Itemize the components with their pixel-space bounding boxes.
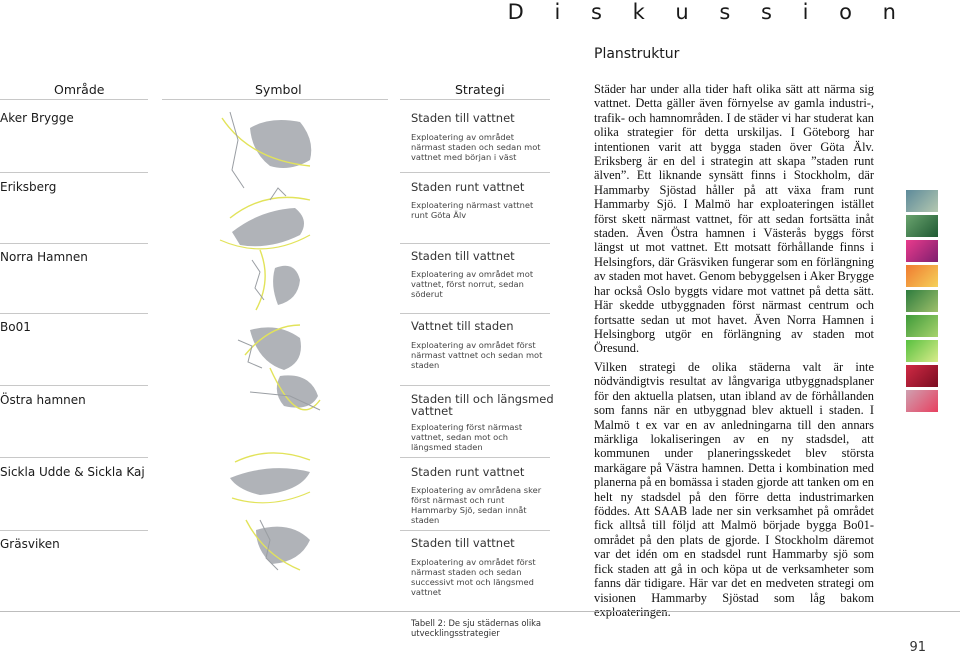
symbol-ostra-hamnen-icon: [250, 368, 320, 410]
row-divider: [400, 457, 550, 458]
row-divider: [400, 172, 550, 173]
strategy-title: Staden till vattnet: [411, 111, 515, 125]
row-divider: [0, 172, 148, 173]
row-divider: [0, 530, 148, 531]
photo-thumbnail: [906, 315, 938, 337]
strategy-description: Exploatering närmast vattnet runt Göta Älv: [411, 200, 534, 220]
body-paragraph-1: Städer har under alla tider haft olika sätt att närma sig vattnet. Detta gäller även förnyelse av gamla industri-, trafik- och hamnområden. I de städer vi har studerat kan olika strategier för detta urskiljas. I Göteborg har intentionen varit att bygga staden över Göta Älv. Eriksberg är en del i strategin att skapa ”staden runt älven”. Ett liknande synsätt finns i Stockholm, där Hammarby Sjöstad håller på att växa fram runt Hammarby Sjö. I Malmö har exploateringen istället först skett närmast vattnet, för att sedan fortsätta inåt staden. Även Östra hamnen i Västerås byggs först längst ut mot vattnet. Ett motsatt förhållande finns i Helsingfors, där Gräsviken fungerar som en förlängning av staden mot havet. Genom bebyggelsen i Aker Brygge har också Oslo byggts vidare mot vattnet på detta sätt. Här skedde utbyggnaden först närmast centrum och fortsatte sedan ut mot havet. Även Norra Hamnen i Helsingborg utgör en förlängning av staden mot Öresund.: [594, 82, 874, 356]
area-label: Bo01: [0, 320, 31, 334]
table-caption: Tabell 2: De sju städernas olika utvecklingsstrategier: [411, 618, 542, 638]
strategy-symbols: [160, 100, 400, 610]
photo-thumbnail: [906, 290, 938, 312]
row-divider: [400, 530, 550, 531]
header-rule-area: [0, 99, 148, 100]
symbol-bo01-icon: [238, 325, 301, 370]
strategy-description: Exploatering av området först närmast staden och sedan successivt mot och längsmed vattnet: [411, 557, 536, 597]
column-header-strategy: Strategi: [455, 82, 505, 97]
area-label: Östra hamnen: [0, 393, 86, 407]
strategy-title: Staden runt vattnet: [411, 465, 525, 479]
row-divider: [0, 457, 148, 458]
page-number: 91: [909, 640, 926, 655]
symbol-eriksberg-icon: [220, 188, 310, 249]
photo-thumbnail: [906, 190, 938, 212]
symbol-aker-brygge-icon: [222, 112, 311, 188]
strategy-title: Vattnet till staden: [411, 319, 514, 333]
body-paragraph-2: Vilken strategi de olika städerna valt är inte nödvändigtvis resultat av långvariga utbyggnadsplaner för den aktuella platsen, utan ibland av de förhållanden som fanns när en utbyggnad blev aktuell i staden. I Malmö t ex var en av anledningarna till den annars märkliga lokaliseringen av en ny stadsdel, att kommunen under planeringsskedet blev största markägare på Västra hamnen. Detta i kombination med planerna på en bomässa i staden gjorde att tanken om en helt ny stadsdel på den förre detta industrimarken föddes. Att SAAB lade ner sin verksamhet på området fick alltså till följd att Malmö började bygga Bo01-området på den plats de gjorde. I Stockholm däremot var det idén om en stadsdel runt Hammarby sjö som fick staden att gå in och köpa ut de verksamheter som fanns där tidigare. Här var det en medveten strategi om visionen Hammarby Sjöstad som låg bakom: [594, 360, 874, 605]
strategy-description: Exploatering av områdena sker först närmast och runt Hammarby Sjö, sedan innåt staden: [411, 485, 542, 525]
strategy-title: Staden till vattnet: [411, 536, 515, 550]
strategy-description: Exploatering av området närmast staden och sedan mot vattnet med början i väst: [411, 132, 541, 162]
area-label: Sickla Udde & Sickla Kaj: [0, 465, 145, 479]
row-divider: [400, 243, 550, 244]
strategy-description: Exploatering av området först närmast vattnet och sedan mot staden: [411, 340, 543, 370]
area-label: Norra Hamnen: [0, 250, 88, 264]
strategy-description: Exploatering först närmast vattnet, sedan mot och längsmed staden: [411, 422, 523, 452]
area-label: Eriksberg: [0, 180, 57, 194]
photo-thumbnail: [906, 340, 938, 362]
area-label: Aker Brygge: [0, 111, 74, 125]
symbol-norra-hamnen-icon: [252, 250, 300, 310]
photo-thumbnail: [906, 390, 938, 412]
row-divider: [0, 313, 148, 314]
strategy-description: Exploatering av området mot vattnet, först norrut, sedan söderut: [411, 269, 534, 299]
row-divider: [400, 313, 550, 314]
photo-thumbnail: [906, 240, 938, 262]
strategy-title: Staden till och längsmed vattnet: [411, 392, 554, 418]
row-divider: [0, 385, 148, 386]
column-header-symbol: Symbol: [255, 82, 302, 97]
area-label: Gräsviken: [0, 537, 60, 551]
photo-strip: [906, 190, 942, 412]
row-divider: [0, 243, 148, 244]
photo-thumbnail: [906, 215, 938, 237]
page-title: D i s k u s s i o n: [507, 0, 908, 24]
header-rule-strategy: [400, 99, 550, 100]
symbol-sickla-icon: [230, 453, 310, 503]
column-header-area: Område: [54, 82, 105, 97]
section-title: Planstruktur: [594, 46, 680, 62]
photo-thumbnail: [906, 365, 938, 387]
strategy-title: Staden till vattnet: [411, 249, 515, 263]
row-divider: [400, 385, 550, 386]
photo-thumbnail: [906, 265, 938, 287]
symbol-grasviken-icon: [246, 520, 310, 570]
strategy-title: Staden runt vattnet: [411, 180, 525, 194]
footer-rule: [0, 611, 960, 612]
